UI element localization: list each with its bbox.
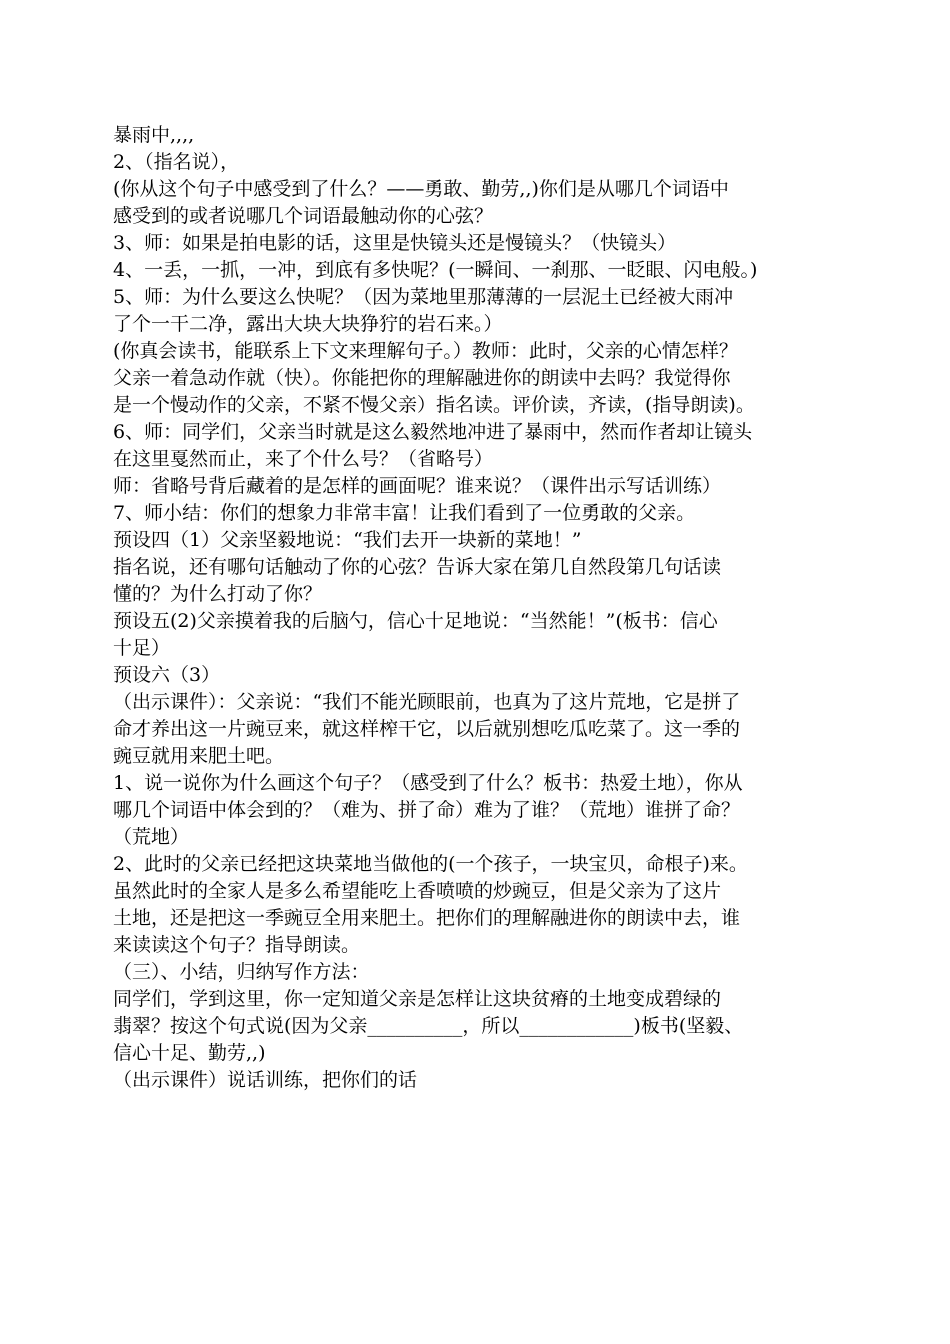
text-line: 哪几个词语中体会到的？（难为、拼了命）难为了谁？（荒地）谁拼了命？ [113,799,741,821]
text-line: 懂的？为什么打动了你？ [113,583,323,605]
text-line: 7、师小结：你们的想象力非常丰富！让我们看到了一位勇敢的父亲。 [113,502,696,524]
text-line: （出示课件）说话训练，把你们的话 [113,1069,418,1091]
text-line: 豌豆就用来肥土吧。 [113,745,285,767]
text-line: 5、师：为什么要这么快呢？（因为菜地里那薄薄的一层泥土已经被大雨冲 [113,286,734,308]
text-line: 同学们，学到这里，你一定知道父亲是怎样让这块贫瘠的土地变成碧绿的 [113,988,722,1010]
text-line: 预设四（1）父亲坚毅地说：“我们去开一块新的菜地！” [113,529,582,551]
text-line: 来读读这个句子？指导朗读。 [113,934,361,956]
text-line: 1、说一说你为什么画这个句子？（感受到了什么？板书：热爱土地），你从 [113,772,743,794]
text-line: (你从这个句子中感受到了什么？——勇敢、勤劳,,)你们是从哪几个词语中 [113,178,729,200]
text-line: 父亲一着急动作就（快）。你能把你的理解融进你的朗读中去吗？我觉得你 [113,367,731,389]
text-line: 了个一干二净，露出大块大块狰狞的岩石来。） [113,313,503,335]
text-line: 2、（指名说）， [113,151,240,173]
text-line: 预设六（3） [113,664,221,686]
text-line: 十足） [113,637,171,659]
text-line: 3、师：如果是拍电影的话，这里是快镜头还是慢镜头？（快镜头） [113,232,677,254]
text-line: 师：省略号背后藏着的是怎样的画面呢？谁来说？（课件出示写话训练） [113,475,722,497]
text-line: (你真会读书，能联系上下文来理解句子。）教师：此时，父亲的心情怎样？ [113,340,738,362]
text-line: 暴雨中,,,, [113,124,195,146]
text-line: 4、一丢，一抓，一冲，到底有多快呢？(一瞬间、一刹那、一眨眼、闪电般。) [113,259,758,281]
text-line: 指名说，还有哪句话触动了你的心弦？告诉大家在第几自然段第几句话读 [113,556,722,578]
text-line: （荒地） [113,826,190,848]
text-line: 预设五(2)父亲摸着我的后脑勺，信心十足地说：“当然能！”(板书：信心 [113,610,718,632]
text-line: 信心十足、勤劳,,) [113,1042,266,1064]
text-line: 感受到的或者说哪几个词语最触动你的心弦？ [113,205,494,227]
text-line: 土地，还是把这一季豌豆全用来肥土。把你们的理解融进你的朗读中去，谁 [113,907,741,929]
text-line: 虽然此时的全家人是多么希望能吃上香喷喷的炒豌豆，但是父亲为了这片 [113,880,722,902]
text-line: 6、师：同学们，父亲当时就是这么毅然地冲进了暴雨中，然而作者却让镜头 [113,421,753,443]
text-line: 命才养出这一片豌豆来，就这样榨干它，以后就别想吃瓜吃菜了。这一季的 [113,718,741,740]
text-line: 在这里戛然而止，来了个什么号？（省略号） [113,448,494,470]
text-line: （三）、小结，归纳写作方法： [113,961,370,983]
document-page [113,122,849,1094]
text-line: 翡翠？按这个句式说(因为父亲__________，所以____________)板书(坚毅、 [113,1015,744,1037]
text-line: 2、此时的父亲已经把这块菜地当做他的(一个孩子，一块宝贝，命根子)来。 [113,853,748,875]
text-line: 是一个慢动作的父亲，不紧不慢父亲）指名读。评价读，齐读，(指导朗读)。 [113,394,755,416]
text-line: （出示课件）：父亲说：“我们不能光顾眼前，也真为了这片荒地，它是拼了 [113,691,741,713]
